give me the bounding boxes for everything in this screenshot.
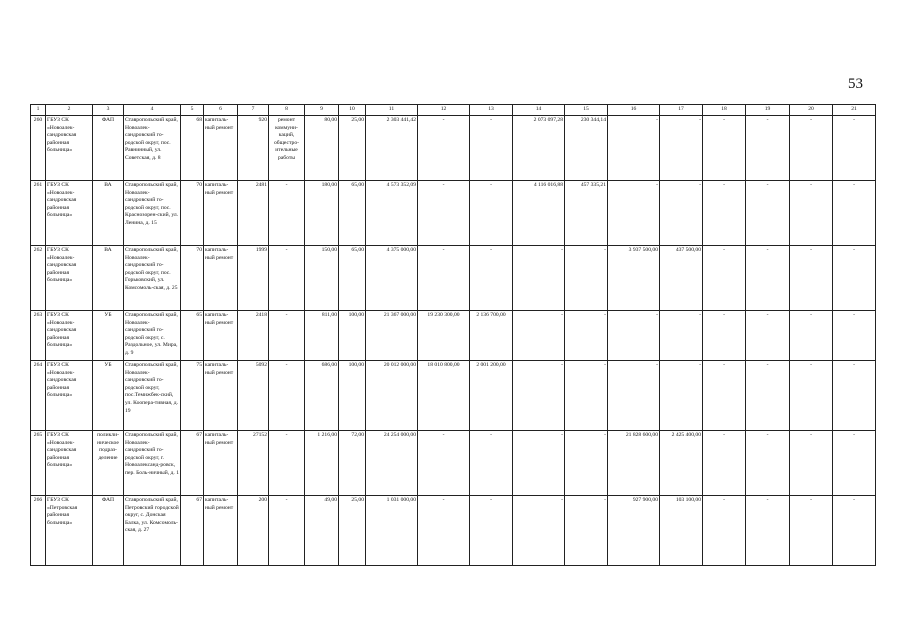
column-number-cell: 6 [204, 105, 238, 116]
table-cell: ФАП [93, 496, 124, 566]
table-cell: - [833, 116, 876, 181]
column-number-row [31, 105, 876, 116]
table-cell: - [513, 246, 565, 311]
table-cell: 262 [31, 246, 46, 311]
table-cell: 261 [31, 181, 46, 246]
table-cell: 230 344,14 [565, 116, 608, 181]
table-cell: - [513, 431, 565, 496]
column-number-cell: 1 [31, 105, 46, 116]
column-number-cell: 11 [366, 105, 418, 116]
table-row [31, 181, 876, 246]
table-cell: 2 303 441,42 [366, 116, 418, 181]
table-cell: 21 367 000,00 [366, 311, 418, 361]
column-number-cell: 7 [238, 105, 269, 116]
table-cell: 2 136 700,00 [470, 311, 513, 361]
table-cell: капиталь-ный ремонт [204, 181, 238, 246]
table-cell: - [660, 116, 703, 181]
table-cell: 65,00 [339, 181, 366, 246]
column-number-cell: 2 [46, 105, 93, 116]
table-cell: капиталь-ный ремонт [204, 311, 238, 361]
table-cell: - [790, 431, 833, 496]
table-row [31, 496, 876, 566]
table-cell: - [418, 496, 470, 566]
table-cell: капиталь-ный ремонт [204, 116, 238, 181]
table-cell: 1 031 000,00 [366, 496, 418, 566]
table-cell: 103 100,00 [660, 496, 703, 566]
column-number-cell: 12 [418, 105, 470, 116]
table-cell: 1 216,00 [305, 431, 339, 496]
table-cell: Ставропольский край, Петровский городской округ, с. Донская Балка, ул. Комсомоль-ская, д. 27 [124, 496, 181, 566]
column-number-cell: 5 [181, 105, 204, 116]
column-number-cell: 9 [305, 105, 339, 116]
table-cell: 20 012 000,00 [366, 361, 418, 431]
table-cell: - [703, 311, 746, 361]
table-cell: 4 116 016,88 [513, 181, 565, 246]
table-cell: - [660, 181, 703, 246]
table-cell: УБ [93, 311, 124, 361]
table-cell: 920 [238, 116, 269, 181]
table-cell: - [703, 496, 746, 566]
table-cell: 25,00 [339, 116, 366, 181]
table-cell: - [746, 496, 790, 566]
table-row [31, 246, 876, 311]
table-cell: - [565, 496, 608, 566]
table-cell: - [703, 361, 746, 431]
column-number-cell: 19 [746, 105, 790, 116]
table-cell: 70 [181, 246, 204, 311]
table-cell: Ставропольский край, Новоалек-сандровский го-родской округ, с. Раздольное, ул. Мира, д. 9 [124, 311, 181, 361]
table-cell: 927 900,00 [608, 496, 660, 566]
table-cell: - [418, 431, 470, 496]
table-cell: - [833, 496, 876, 566]
table-cell: - [790, 496, 833, 566]
table-cell: Ставропольский край, Новоалек-сандровский го-родской округ, пос. Краснозорен-ский, ул. Ленина, д. 15 [124, 181, 181, 246]
table-cell: 5092 [238, 361, 269, 431]
data-table [30, 104, 876, 566]
column-number-cell: 17 [660, 105, 703, 116]
table-cell: 200 [238, 496, 269, 566]
table-cell: - [269, 431, 305, 496]
table-cell: - [565, 246, 608, 311]
table-cell: - [833, 246, 876, 311]
column-number-cell: 16 [608, 105, 660, 116]
table-cell: - [608, 116, 660, 181]
table-cell: - [833, 361, 876, 431]
table-cell: Ставропольский край, Новоалек-сандровский го-родской округ, г. Новоалександ-ровск, пер. Боль-ничный, д. 1 [124, 431, 181, 496]
table-cell: - [703, 431, 746, 496]
table-cell: 67 [181, 496, 204, 566]
table-cell: 2 073 097,28 [513, 116, 565, 181]
table-cell: - [418, 181, 470, 246]
table-cell: - [790, 361, 833, 431]
table-cell: 70 [181, 181, 204, 246]
table-cell: - [703, 181, 746, 246]
column-number-cell: 15 [565, 105, 608, 116]
table-cell: - [470, 181, 513, 246]
table-cell: 19 230 300,00 [418, 311, 470, 361]
table-cell: 4 573 352,09 [366, 181, 418, 246]
table-cell: - [790, 246, 833, 311]
table-cell: 2418 [238, 311, 269, 361]
table-cell: 266 [31, 496, 46, 566]
table-cell: - [790, 116, 833, 181]
table-row [31, 311, 876, 361]
table-cell: 1999 [238, 246, 269, 311]
column-number-cell: 21 [833, 105, 876, 116]
table-cell: - [833, 311, 876, 361]
table-cell: - [608, 361, 660, 431]
table-cell: 75 [181, 361, 204, 431]
table-cell: - [703, 246, 746, 311]
table-cell: 811,00 [305, 311, 339, 361]
table-row [31, 116, 876, 181]
table-cell: 100,00 [339, 361, 366, 431]
table-cell: 437 500,00 [660, 246, 703, 311]
table-cell: 2 001 200,00 [470, 361, 513, 431]
table-cell: ГБУЗ СК «Новоалек-сандровская районная больница» [46, 431, 93, 496]
table-cell: 180,00 [305, 181, 339, 246]
table-cell: - [746, 116, 790, 181]
table-cell: 2481 [238, 181, 269, 246]
table-cell: 21 828 600,00 [608, 431, 660, 496]
table-cell: - [565, 311, 608, 361]
table-cell: Ставропольский край, Новоалек-сандровский го-родской округ, пос.Темижбек-ский, ул. Коопера-тивная, д. 19 [124, 361, 181, 431]
table-cell: 265 [31, 431, 46, 496]
table-row [31, 431, 876, 496]
table-cell: ВА [93, 246, 124, 311]
table-cell: - [746, 311, 790, 361]
table-cell: - [746, 431, 790, 496]
table-cell: 24 254 000,00 [366, 431, 418, 496]
table-cell: 2 425 400,00 [660, 431, 703, 496]
table-cell: 27152 [238, 431, 269, 496]
column-number-cell: 20 [790, 105, 833, 116]
table-cell: - [470, 496, 513, 566]
table-cell: 25,00 [339, 496, 366, 566]
table-cell: - [269, 246, 305, 311]
table-cell: ГБУЗ СК «Новоалек-сандровская районная больница» [46, 116, 93, 181]
table-cell: капиталь-ный ремонт [204, 496, 238, 566]
table-cell: - [703, 116, 746, 181]
table-cell: - [513, 361, 565, 431]
table-cell: ГБУЗ СК «Новоалек-сандровская районная больница» [46, 181, 93, 246]
table-cell: - [608, 311, 660, 361]
table-cell: - [513, 496, 565, 566]
table-cell: - [513, 311, 565, 361]
table-cell: ГБУЗ СК «Новоалек-сандровская районная больница» [46, 311, 93, 361]
table-cell: поликли-ническое подраз-деление [93, 431, 124, 496]
column-number-cell: 3 [93, 105, 124, 116]
table-cell: - [833, 181, 876, 246]
table-cell: 65 [181, 311, 204, 361]
table-cell: - [565, 431, 608, 496]
table-cell: ГБУЗ СК «Новоалек-сандровская районная больница» [46, 246, 93, 311]
table-cell: - [470, 431, 513, 496]
table-cell: - [608, 181, 660, 246]
table-cell: - [418, 246, 470, 311]
table-cell: ГБУЗ СК «Новоалек-сандровская районная больница» [46, 361, 93, 431]
table-cell: капиталь-ный ремонт [204, 361, 238, 431]
table-cell: - [660, 311, 703, 361]
table-cell: 457 335,21 [565, 181, 608, 246]
table-row [31, 361, 876, 431]
table-cell: 18 010 800,00 [418, 361, 470, 431]
table-cell: 264 [31, 361, 46, 431]
table-cell: Ставропольский край, Новоалек-сандровский го-родской округ, пос. Горьковский, ул. Комсомоль-ская, д. 25 [124, 246, 181, 311]
table-cell: - [746, 361, 790, 431]
table-cell: ГБУЗ СК «Петровская районная больница» [46, 496, 93, 566]
table-cell: - [833, 431, 876, 496]
table-cell: - [565, 361, 608, 431]
table-cell: 263 [31, 311, 46, 361]
table-cell: капиталь-ный ремонт [204, 246, 238, 311]
table-cell: - [269, 181, 305, 246]
table-cell: 68 [181, 116, 204, 181]
table-cell: - [269, 496, 305, 566]
table-cell: 260 [31, 116, 46, 181]
table-cell: ремонт коммуни-каций, общестро-ительные работы [269, 116, 305, 181]
table-cell: 80,00 [305, 116, 339, 181]
table-cell: УБ [93, 361, 124, 431]
column-number-cell: 8 [269, 105, 305, 116]
table-cell: 65,00 [339, 246, 366, 311]
table-cell: Ставропольский край, Новоалек-сандровский го-родской округ, пос. Равнинный, ул. Советская, д. 8 [124, 116, 181, 181]
table-cell: - [746, 181, 790, 246]
table-cell: ФАП [93, 116, 124, 181]
table-cell: - [660, 361, 703, 431]
table-cell: - [269, 311, 305, 361]
table-cell: - [790, 181, 833, 246]
table-cell: 3 937 500,00 [608, 246, 660, 311]
table-cell: - [269, 361, 305, 431]
table-cell: 72,00 [339, 431, 366, 496]
table-cell: 49,00 [305, 496, 339, 566]
table-cell: - [470, 116, 513, 181]
table-cell: - [418, 116, 470, 181]
page-number: 53 [848, 76, 863, 92]
table-cell: ВА [93, 181, 124, 246]
column-number-cell: 18 [703, 105, 746, 116]
table-cell: - [470, 246, 513, 311]
column-number-cell: 4 [124, 105, 181, 116]
column-number-cell: 13 [470, 105, 513, 116]
column-number-cell: 10 [339, 105, 366, 116]
table-cell: 67 [181, 431, 204, 496]
column-number-cell: 14 [513, 105, 565, 116]
table-cell: - [790, 311, 833, 361]
table-cell: 4 375 000,00 [366, 246, 418, 311]
table-cell: 686,00 [305, 361, 339, 431]
table-cell: 150,00 [305, 246, 339, 311]
table-cell: 100,00 [339, 311, 366, 361]
table-cell: капиталь-ный ремонт [204, 431, 238, 496]
table-cell: - [746, 246, 790, 311]
